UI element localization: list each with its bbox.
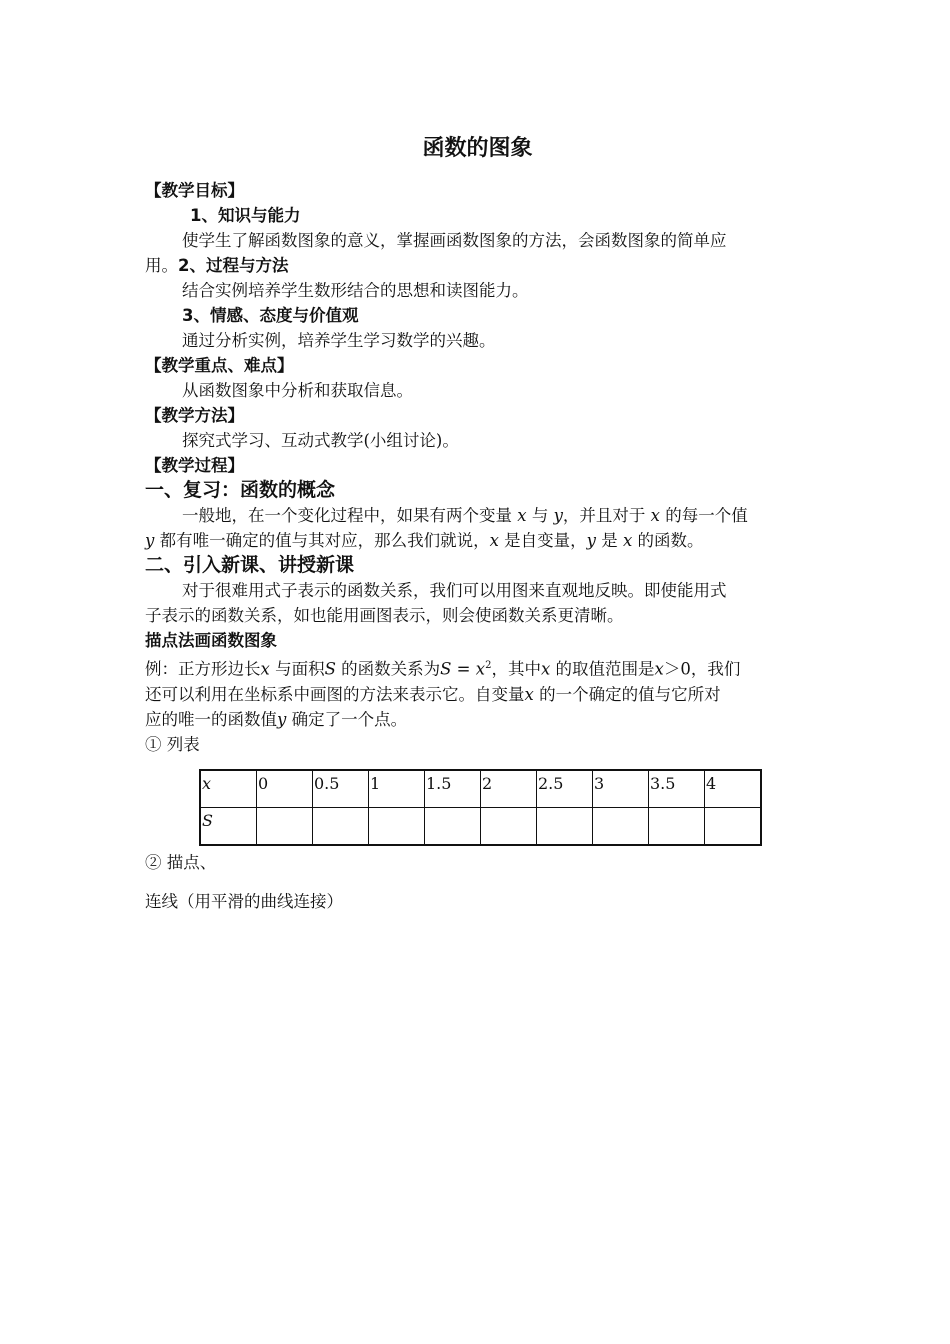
process-text: 结合实例培养学生数形结合的思想和读图能力。 [182, 281, 529, 300]
var-x: x [654, 659, 664, 679]
var-x: x [622, 531, 633, 550]
table-cell: 1.5 [425, 770, 481, 808]
formula-x: x [475, 659, 486, 679]
review-header: 一、复习：函数的概念 [145, 479, 336, 501]
page-title: 函数的图象 [422, 136, 533, 161]
var-x: x [489, 531, 499, 550]
document-content [145, 132, 810, 914]
formula-equals: = [451, 659, 476, 679]
table-cell-empty [313, 807, 369, 845]
table-cell-label [200, 770, 257, 808]
example-text-h: 的一个确定的值与它所对 [539, 684, 721, 704]
var-y: y [586, 531, 596, 550]
row-label-x: x [202, 773, 212, 793]
plot-method-header: 描点法画函数图象 [145, 631, 277, 650]
row-label-s: S [202, 810, 213, 830]
table-cell-label [200, 807, 257, 845]
step-list-table: ① 列表 [145, 734, 200, 754]
table-cell: 3.5 [649, 770, 705, 808]
knowledge-text-end: 用。 [145, 256, 178, 275]
var-s: S [324, 659, 336, 679]
keypoints-header: 【教学重点、难点】 [145, 356, 294, 375]
table-cell-empty [369, 807, 425, 845]
newlesson-text-line-1: 对于很难用式子表示的函数关系，我们可以用图来直观地反映。即使能用式 [182, 581, 727, 600]
table-cell: 3 [593, 770, 649, 808]
var-y: y [553, 506, 563, 525]
example-line-1 [145, 653, 810, 682]
review-text-f: 是自变量， [504, 531, 587, 550]
review-paragraph-line-2 [145, 528, 810, 553]
var-x: x [517, 506, 527, 525]
example-text-j: 确定了一个点。 [291, 709, 408, 729]
review-text-e: 都有唯一确定的值与其对应，那么我们就说， [159, 531, 490, 550]
table-cell: 1 [369, 770, 425, 808]
newlesson-text-line-2: 子表示的函数关系，如也能用画图表示，则会使函数关系更清晰。 [145, 606, 624, 625]
knowledge-text-line-1: 使学生了解函数图象的意义，掌握画函数图象的方法，会函数图象的简单应 [182, 231, 727, 250]
table-cell-empty [537, 807, 593, 845]
table-cell: 2 [481, 770, 537, 808]
table-cell: 2.5 [537, 770, 593, 808]
example-text-a: 例：正方形边长 [145, 659, 261, 679]
process-header: 2、过程与方法 [178, 256, 289, 275]
table-cell-empty [593, 807, 649, 845]
table-cell: 0.5 [313, 770, 369, 808]
example-text-g: 还可以利用在坐标系中画图的方法来表示它。自变量 [145, 684, 525, 704]
var-x: x [540, 659, 551, 679]
table-cell-empty [481, 807, 537, 845]
formula-s: S [440, 659, 452, 679]
keypoints-text: 从函数图象中分析和获取信息。 [182, 381, 413, 400]
example-line-2 [145, 682, 810, 707]
example-text-e: 的取值范围是 [555, 659, 655, 679]
table-cell: 0 [257, 770, 313, 808]
method-text: 探究式学习、互动式教学(小组讨论)。 [182, 431, 459, 450]
example-line-3 [145, 707, 810, 732]
table-row-x [200, 770, 761, 808]
review-text-c: ，并且对于 [562, 506, 646, 525]
example-text-f: ＞0，我们 [663, 659, 741, 679]
newlesson-header: 二、引入新课、讲授新课 [145, 554, 355, 576]
example-text-d: ，其中 [491, 659, 541, 679]
example-text-b: 与面积 [275, 659, 325, 679]
knowledge-text-line-2 [145, 253, 810, 278]
step-plot-points: ② 描点、 [145, 852, 217, 872]
var-x: x [650, 506, 660, 525]
table-cell-empty [649, 807, 705, 845]
table-cell: 4 [705, 770, 762, 808]
value-table [199, 769, 762, 846]
review-text-a: 一般地，在一个变化过程中，如果有两个变量 [182, 506, 512, 525]
review-paragraph-line-1 [145, 503, 810, 528]
formula-exponent: 2 [485, 660, 492, 671]
method-header: 【教学方法】 [145, 406, 244, 425]
review-text-d: 的每一个值 [665, 506, 748, 525]
var-x: x [260, 659, 270, 679]
emotion-header: 3、情感、态度与价值观 [182, 306, 359, 325]
review-text-g: 是 [601, 531, 618, 550]
var-y: y [145, 531, 155, 550]
example-text-c: 的函数关系为 [341, 659, 441, 679]
table-row-s [200, 807, 761, 845]
emotion-text: 通过分析实例，培养学生学习数学的兴趣。 [182, 331, 496, 350]
var-x: x [524, 684, 534, 704]
table-cell-empty [257, 807, 313, 845]
table-cell-empty [705, 807, 762, 845]
table-cell-empty [425, 807, 481, 845]
goals-header: 【教学目标】 [145, 181, 244, 200]
example-text-i: 应的唯一的函数值 [145, 709, 277, 729]
step-connect-lines: 连线（用平滑的曲线连接） [145, 891, 343, 911]
var-y: y [277, 709, 287, 729]
procedure-header: 【教学过程】 [145, 456, 244, 475]
review-text-h: 的函数。 [637, 531, 704, 550]
review-text-b: 与 [531, 506, 549, 525]
spacer [145, 875, 810, 889]
knowledge-header: 1、知识与能力 [190, 206, 301, 225]
